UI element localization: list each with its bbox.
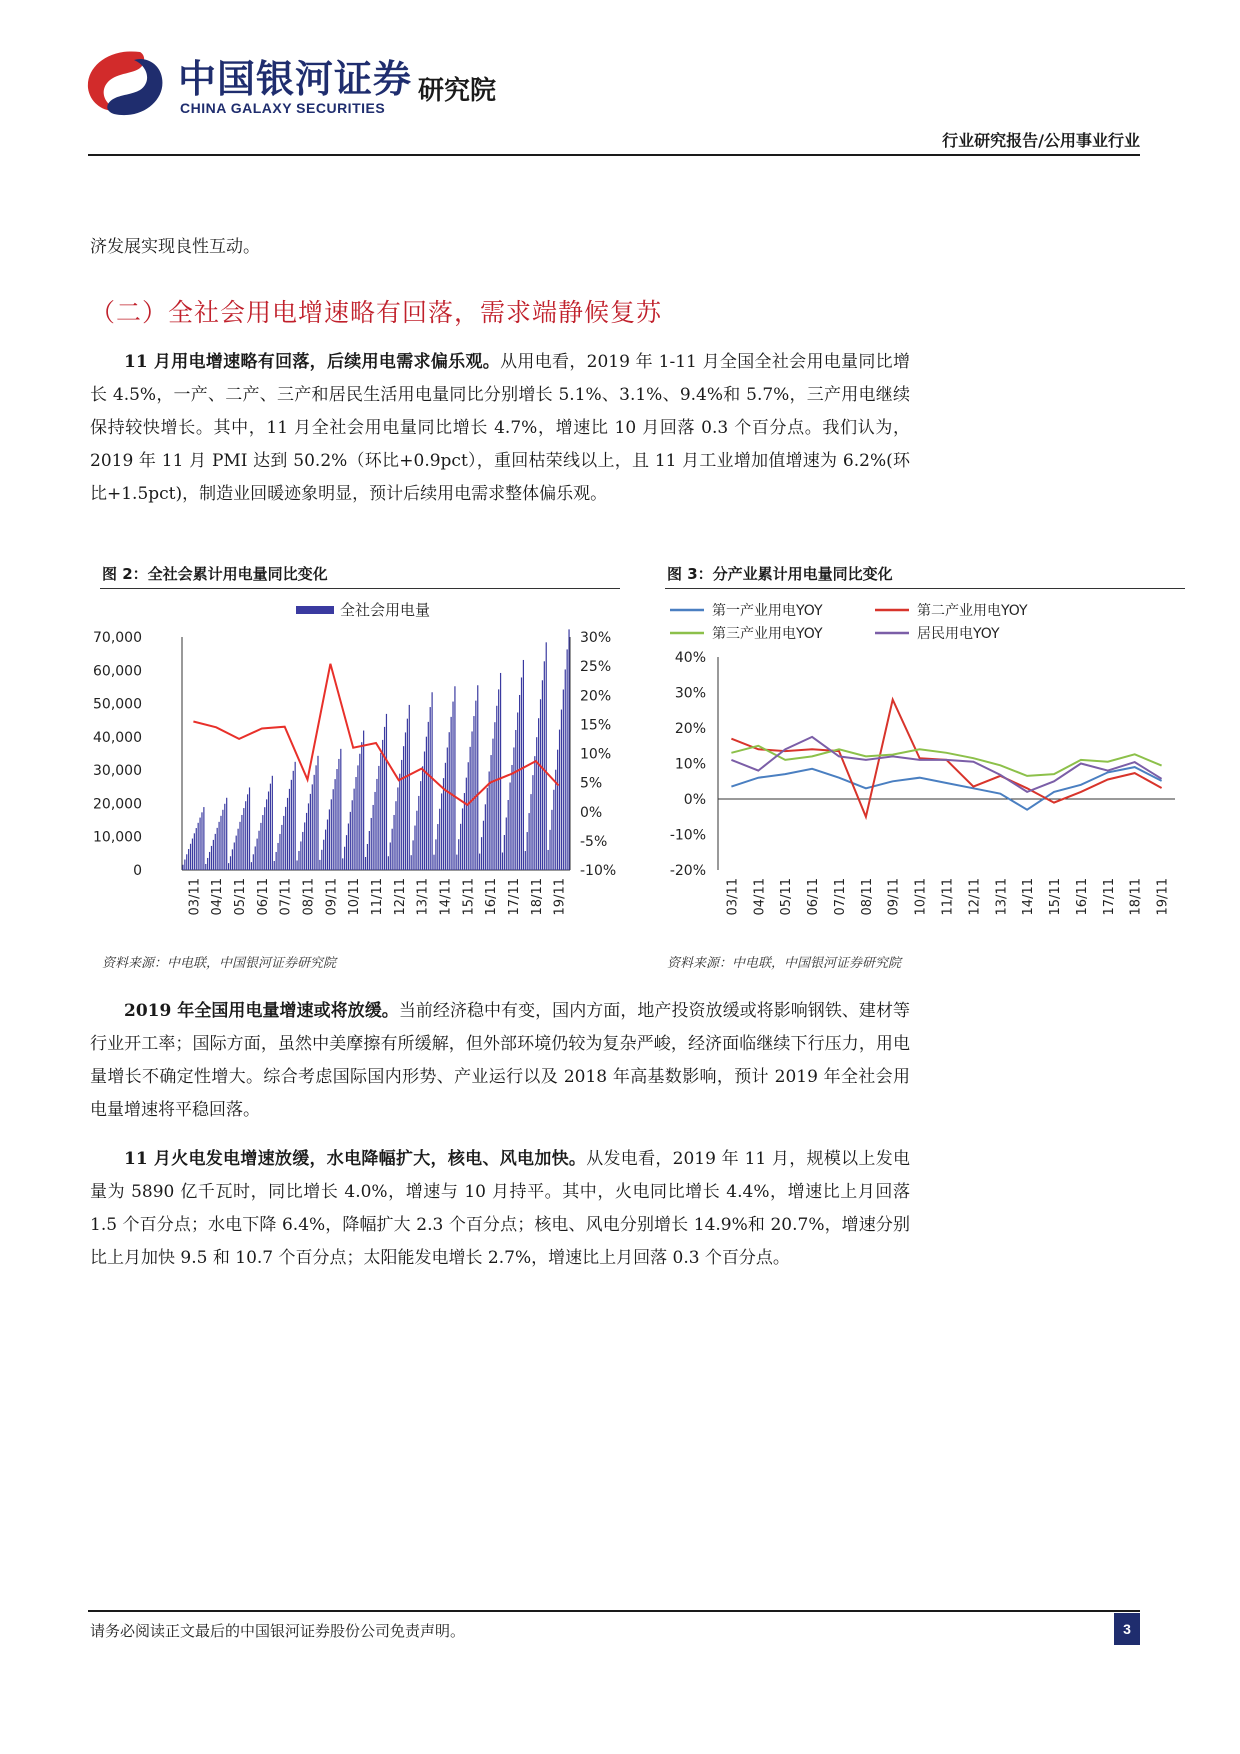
bar <box>182 865 183 870</box>
y-right-tick-label: 30% <box>580 630 612 646</box>
bar <box>523 660 524 870</box>
bar <box>314 775 315 870</box>
bar <box>483 821 484 870</box>
x-tick-label: 09/11 <box>886 878 902 916</box>
bar <box>489 771 490 870</box>
bar <box>460 824 461 870</box>
bar <box>346 835 347 870</box>
bar <box>355 777 356 870</box>
bar <box>445 763 446 870</box>
bar <box>466 778 467 870</box>
x-tick-label: 19/11 <box>552 878 568 916</box>
bar <box>414 826 415 870</box>
x-tick-label: 14/11 <box>1021 878 1037 916</box>
bar <box>454 686 455 870</box>
legend-label: 第二产业用电YOY <box>917 603 1028 619</box>
figure-2-chart <box>93 595 630 950</box>
bar <box>504 835 505 870</box>
bar <box>338 759 339 870</box>
y-tick-label: -10% <box>669 827 706 844</box>
bar <box>300 841 301 870</box>
bar <box>222 810 223 870</box>
y-right-tick-label: 20% <box>580 688 612 705</box>
bar <box>403 746 404 870</box>
bar <box>201 812 202 870</box>
bar <box>439 809 440 870</box>
bar <box>424 752 425 870</box>
bar <box>342 858 343 870</box>
x-tick-label: 15/11 <box>461 878 477 916</box>
bar <box>428 722 429 870</box>
logo-institute: 研究院 <box>418 76 497 106</box>
bar <box>190 844 191 870</box>
paragraph-lead: 11 月用电增速略有回落，后续用电需求偏乐观。 <box>124 352 501 372</box>
bar <box>485 804 486 870</box>
figure-3-title: 图 3：分产业累计用电量同比变化 <box>667 565 893 583</box>
bar <box>293 771 294 870</box>
bar <box>529 813 530 870</box>
bar <box>405 732 406 870</box>
bar <box>329 809 330 870</box>
y-left-tick-label: 40,000 <box>93 729 142 746</box>
x-tick-label: 03/11 <box>187 878 203 916</box>
bar <box>390 842 391 870</box>
y-left-tick-label: 0 <box>133 863 142 879</box>
x-tick-label: 19/11 <box>1155 878 1171 916</box>
bar <box>213 840 214 870</box>
bar <box>481 837 482 870</box>
bar <box>209 852 210 870</box>
bar <box>509 782 510 870</box>
bar <box>373 805 374 870</box>
intro-tail: 济发展实现良性互动。 <box>90 237 260 257</box>
bar <box>561 710 562 870</box>
bar <box>418 796 419 870</box>
bar <box>331 799 332 870</box>
bar <box>412 840 413 870</box>
bar <box>376 779 377 870</box>
bar <box>363 731 364 870</box>
bar <box>496 706 497 870</box>
x-tick-label: 05/11 <box>779 878 795 916</box>
bar <box>249 787 250 870</box>
bar <box>184 860 185 870</box>
bar <box>519 695 520 870</box>
legend-label: 居民用电YOY <box>917 626 1000 642</box>
bar <box>247 794 248 870</box>
y-tick-label: 10% <box>674 756 706 773</box>
x-tick-label: 06/11 <box>255 878 271 916</box>
bar <box>563 690 564 870</box>
x-tick-label: 05/11 <box>233 878 249 916</box>
figure-2-title: 图 2：全社会累计用电量同比变化 <box>102 565 328 583</box>
bar <box>395 801 396 870</box>
bar <box>215 834 216 870</box>
bar <box>239 822 240 870</box>
bar <box>386 714 387 870</box>
legend-label: 第三产业用电YOY <box>712 626 823 642</box>
bar <box>430 707 431 870</box>
bar <box>359 754 360 870</box>
bar <box>494 722 495 870</box>
bar <box>447 748 448 870</box>
series-line <box>731 767 1161 810</box>
y-tick-label: 20% <box>674 721 706 737</box>
x-tick-label: 13/11 <box>994 878 1010 916</box>
logo-chinese-name: 中国银河证券 <box>178 57 413 101</box>
bar <box>367 844 368 870</box>
bar <box>192 839 193 870</box>
figure-2-source: 资料来源：中电联，中国银河证券研究院 <box>102 956 337 971</box>
bar <box>456 855 457 870</box>
paragraph-lead: 2019 年全国用电量增速或将放缓。 <box>124 1001 399 1021</box>
bar <box>336 769 337 870</box>
paragraph-power-generation <box>90 1143 910 1275</box>
figure-3-chart <box>660 595 1200 950</box>
x-tick-label: 18/11 <box>529 878 545 916</box>
bar <box>399 774 400 870</box>
y-right-tick-label: 10% <box>580 746 612 763</box>
bar <box>323 840 324 870</box>
bar <box>416 811 417 870</box>
paragraph-body: 从用电看，2019 年 1-11 月全国全社会用电量同比增长 4.5%，一产、二产、三产和居民生活用电量同比分别增长 5.1%、3.1%、9.4%和 5.7%，三产用电继续保持较快增长。其中，11 月全社会用电量同比增长 4.7%，增速比 10 月回落 0.3 个百分点。我们认为，2019 年 11 月 PMI 达到 50.2%（环比+0.9pct），重回枯荣线以上，且 11 月工业增加值增速为 6.2%(环比+1.5pct)，制造业回暖迹象明显，预计后续用电需求整体偏乐观。 <box>90 352 910 504</box>
x-tick-label: 11/11 <box>370 878 385 916</box>
bar <box>228 863 229 870</box>
section-title: （二）全社会用电增速略有回落，需求端静候复苏 <box>90 298 663 327</box>
bar <box>291 780 292 870</box>
bar <box>196 828 197 870</box>
bar <box>253 854 254 870</box>
bar <box>392 829 393 870</box>
bar <box>272 776 273 870</box>
bar <box>289 789 290 870</box>
bar <box>270 784 271 870</box>
bar <box>186 854 187 870</box>
bar <box>521 677 522 870</box>
bar <box>194 833 195 870</box>
bar <box>513 747 514 870</box>
bar <box>238 829 239 870</box>
bar <box>567 649 568 870</box>
x-tick-label: 16/11 <box>484 878 500 916</box>
bar <box>490 755 491 870</box>
figure-2-rule <box>100 588 620 589</box>
legend-label-total: 全社会用电量 <box>340 601 431 619</box>
bar <box>559 730 560 870</box>
bar <box>308 803 309 870</box>
bar <box>198 823 199 870</box>
galaxy-logo-icon <box>80 44 172 124</box>
growth-line <box>193 664 558 805</box>
bar <box>260 823 261 870</box>
y-right-tick-label: -10% <box>580 863 617 879</box>
bar <box>348 824 349 870</box>
report-category: 行业研究报告/公用事业行业 <box>942 131 1140 150</box>
y-left-tick-label: 60,000 <box>93 663 142 680</box>
y-left-tick-label: 20,000 <box>93 796 142 813</box>
bar <box>211 846 212 870</box>
bar <box>549 830 550 870</box>
y-tick-label: -20% <box>669 863 706 879</box>
x-tick-label: 12/11 <box>967 878 983 916</box>
bar <box>257 839 258 870</box>
bar <box>506 817 507 870</box>
bar <box>479 854 480 870</box>
bar <box>409 705 410 870</box>
bar <box>188 849 189 870</box>
bar <box>319 860 320 870</box>
bar <box>296 860 297 870</box>
bar <box>462 808 463 870</box>
bar <box>361 742 362 870</box>
x-tick-label: 17/11 <box>506 878 522 916</box>
y-tick-label: 0% <box>683 792 706 808</box>
bar <box>285 807 286 870</box>
x-tick-label: 07/11 <box>832 878 848 916</box>
bar <box>220 816 221 870</box>
bar <box>203 807 204 870</box>
bar <box>527 832 528 870</box>
bar <box>538 718 539 870</box>
bar <box>458 839 459 870</box>
y-right-tick-label: 25% <box>580 659 612 676</box>
bar <box>502 852 503 870</box>
paragraph-body: 从发电看，2019 年 11 月，规模以上发电量为 5890 亿千瓦时，同比增长 4.0%，增速与 10 月持平。其中，火电同比增长 4.4%，增速比上月回落 1.5 个百分点；水电下降 6.4%，降幅扩大 2.3 个百分点；核电、风电分别增长 14.9%和 20.7%，增速分别比上月加快 9.5 和 10.7 个百分点；太阳能发电增长 2.7%，增速比上月回落 0.3 个百分点。 <box>90 1149 910 1268</box>
x-tick-label: 04/11 <box>210 878 226 916</box>
bar <box>437 824 438 870</box>
bar <box>401 760 402 870</box>
bar <box>557 750 558 870</box>
bar <box>199 818 200 870</box>
bar <box>327 820 328 870</box>
bar <box>422 766 423 870</box>
bar <box>274 861 275 870</box>
bar <box>335 779 336 870</box>
bar <box>234 842 235 870</box>
bar <box>255 846 256 870</box>
y-left-tick-label: 10,000 <box>93 829 142 846</box>
bar <box>426 737 427 870</box>
bar <box>230 856 231 870</box>
x-tick-label: 07/11 <box>278 878 294 916</box>
bar <box>517 712 518 870</box>
bar <box>407 719 408 870</box>
bar <box>264 807 265 870</box>
bar <box>304 822 305 870</box>
bar <box>287 798 288 870</box>
bar <box>544 661 545 870</box>
bar <box>515 730 516 870</box>
bar <box>232 849 233 870</box>
bar <box>317 756 318 870</box>
bar <box>276 852 277 870</box>
bar <box>500 673 501 870</box>
bar <box>546 642 547 870</box>
bar <box>449 732 450 870</box>
bar <box>298 851 299 870</box>
bar <box>354 789 355 870</box>
bar <box>302 832 303 870</box>
x-tick-label: 08/11 <box>301 878 317 916</box>
bar <box>321 850 322 870</box>
bar <box>374 792 375 870</box>
bar <box>333 789 334 870</box>
bar <box>245 801 246 870</box>
bar <box>382 740 383 870</box>
bar <box>540 699 541 870</box>
x-tick-label: 15/11 <box>1048 878 1064 916</box>
bar <box>365 857 366 870</box>
y-tick-label: 40% <box>674 650 706 666</box>
bar <box>236 836 237 870</box>
y-right-tick-label: 15% <box>580 717 612 734</box>
bar <box>306 813 307 870</box>
bar <box>315 765 316 870</box>
bar <box>281 825 282 870</box>
bar <box>224 804 225 870</box>
bar <box>283 816 284 870</box>
bar <box>441 793 442 870</box>
y-left-tick-label: 50,000 <box>93 696 142 713</box>
y-right-tick-label: -5% <box>580 833 608 850</box>
bar <box>268 792 269 870</box>
bar <box>508 800 509 870</box>
paragraph-body: 当前经济稳中有变，国内方面，地产投资放缓或将影响钢铁、建材等行业开工率；国际方面，虽然中美摩擦有所缓解，但外部环境仍较为复杂严峻，经济面临继续下行压力，用电量增长不确定性增大。综合考虑国际国内形势、产业运行以及 2018 年高基数影响，预计 2019 年全社会用电量增速将平稳回落。 <box>90 1001 911 1120</box>
x-tick-label: 17/11 <box>1101 878 1117 916</box>
header-rule-top <box>88 154 1140 156</box>
bar <box>511 765 512 870</box>
legend-label: 第一产业用电YOY <box>712 603 823 619</box>
bar <box>473 716 474 870</box>
bar <box>487 788 488 870</box>
bar <box>435 839 436 870</box>
y-tick-label: 30% <box>674 685 706 702</box>
bar <box>393 815 394 870</box>
x-tick-label: 11/11 <box>940 878 956 916</box>
bar <box>475 701 476 870</box>
x-tick-label: 10/11 <box>913 878 929 916</box>
x-tick-label: 10/11 <box>347 878 363 916</box>
bar <box>279 834 280 870</box>
bar <box>525 851 526 870</box>
paragraph-electricity-demand <box>90 346 910 511</box>
bar <box>492 739 493 870</box>
bar <box>207 858 208 870</box>
bar <box>277 843 278 870</box>
bar <box>534 756 535 870</box>
bar <box>262 815 263 870</box>
y-left-tick-label: 70,000 <box>93 630 142 646</box>
figure-3-source: 资料来源：中电联，中国银河证券研究院 <box>667 956 902 971</box>
bar <box>266 799 267 870</box>
y-right-tick-label: 0% <box>580 804 603 821</box>
bar <box>371 818 372 870</box>
x-tick-label: 06/11 <box>806 878 822 916</box>
bar <box>205 864 206 870</box>
bar <box>369 831 370 870</box>
bar <box>542 680 543 870</box>
bar <box>468 762 469 870</box>
bar <box>432 692 433 870</box>
bar <box>555 770 556 870</box>
bar <box>443 778 444 870</box>
x-tick-label: 03/11 <box>725 878 741 916</box>
x-tick-label: 14/11 <box>438 878 454 916</box>
bar <box>218 822 219 870</box>
bar <box>217 828 218 870</box>
bar <box>565 669 566 870</box>
bar <box>470 747 471 870</box>
bar <box>378 766 379 870</box>
x-tick-label: 13/11 <box>415 878 431 916</box>
bar <box>530 794 531 870</box>
bar <box>312 784 313 870</box>
bar <box>251 862 252 870</box>
footer-rule <box>88 1610 1140 1612</box>
bar <box>325 830 326 870</box>
logo <box>80 44 560 124</box>
page-number: 3 <box>1114 1613 1140 1645</box>
bar <box>536 737 537 870</box>
paragraph-lead: 11 月火电发电增速放缓，水电降幅扩大，核电、风电加快。 <box>124 1149 587 1169</box>
bar <box>380 753 381 870</box>
bar <box>532 775 533 870</box>
logo-english-name: CHINA GALAXY SECURITIES <box>180 100 386 116</box>
bar <box>464 793 465 870</box>
bar <box>384 727 385 870</box>
bar <box>397 787 398 870</box>
bar <box>452 702 453 870</box>
bar <box>310 794 311 870</box>
x-tick-label: 16/11 <box>1074 878 1090 916</box>
bar <box>243 808 244 870</box>
bar <box>477 685 478 870</box>
figure-3-rule <box>665 588 1185 589</box>
bar <box>553 790 554 870</box>
legend-swatch-total <box>296 606 334 614</box>
bar <box>411 855 412 870</box>
bar <box>352 800 353 870</box>
bar <box>420 781 421 870</box>
bar <box>226 798 227 870</box>
bar <box>241 815 242 870</box>
x-tick-label: 08/11 <box>859 878 875 916</box>
y-right-tick-label: 5% <box>580 775 603 792</box>
footer-disclaimer: 请务必阅读正文最后的中国银河证券股份公司免责声明。 <box>90 1622 466 1640</box>
bar <box>258 831 259 870</box>
bar <box>340 749 341 870</box>
bar <box>295 762 296 870</box>
bar <box>433 855 434 870</box>
paragraph-2019-outlook <box>90 995 910 1127</box>
bar <box>388 856 389 870</box>
x-tick-label: 12/11 <box>392 878 408 916</box>
bar <box>357 765 358 870</box>
bar <box>350 812 351 870</box>
bar <box>568 629 569 870</box>
bar <box>551 810 552 870</box>
x-tick-label: 04/11 <box>752 878 768 916</box>
y-left-tick-label: 30,000 <box>93 763 142 780</box>
x-tick-label: 18/11 <box>1128 878 1144 916</box>
bar <box>344 847 345 870</box>
x-tick-label: 09/11 <box>324 878 340 916</box>
bar <box>548 850 549 870</box>
